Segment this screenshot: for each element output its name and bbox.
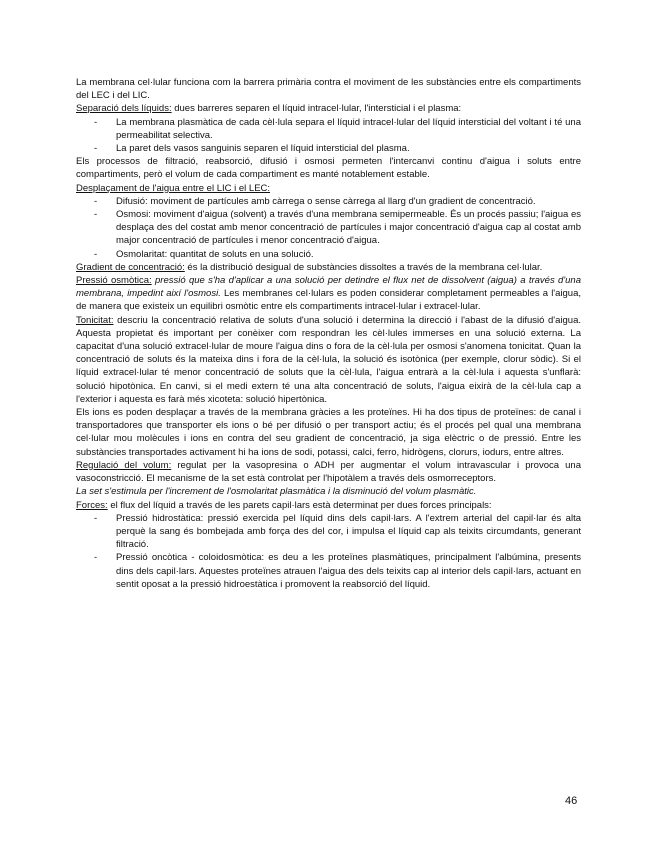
gradient-text: és la distribució desigual de substàncies dissoltes a través de la membrana cel·lular. <box>184 261 543 273</box>
desplacament-paragraph <box>76 182 581 195</box>
regulacio-heading: Regulació del volum: <box>76 459 172 471</box>
forces-heading: Forces: <box>76 499 108 511</box>
list-item: - Pressió oncòtica - coloidosmòtica: es deu a les proteïnes plasmàtiques, principalment l'albúmina, presents dins dels capil·lars. Aquestes proteïnes atrauen l'aigua des dels teixits cap al interior dels capil·lars, actuant en sentit oposat a la pressió hidroestàtica i promovent la reabsorció del líquid. <box>76 551 581 591</box>
desplacament-list <box>76 195 581 261</box>
separacio-text: dues barreres separen el líquid intracel·lular, l'intersticial i el plasma: <box>171 103 462 115</box>
pressio-osmotica-heading: Pressió osmòtica: <box>76 275 152 287</box>
forces-paragraph <box>76 499 581 512</box>
tonicitat-text: descriu la concentració relativa de soluts d'una solució i determina la direcció i l'abast de la difusió d'aigua. Aquesta propietat és important per conèixer com respondran les cèl·lules immerses en una solució externa. La capacitat d'una solució extracel·lular de moure l'aigua dins o fora de la cèl·lula per osmosi s'anomena tonicitat. Quan la concentració de soluts és la mateixa dins i fora de la cèl·lula, la solució és isotònica (per exemple, clorur sòdic). Si el líquid extracel·lular té menor concentració de soluts que la cèl·lula, l'aigua entrarà a la cèl·lula i aquesta s'unflarà: solució hipotònica. En canvi, si el medi extern té una alta concentració de soluts, l'aigua eixirà de la cèl·lula cap a l'exterior i aquesta es farà més xicoteta: solució hipertònica. <box>76 314 581 405</box>
desplacament-heading: Desplaçament de l'aigua entre el LIC i el LEC: <box>76 182 271 194</box>
intro-paragraph: La membrana cel·lular funciona com la barrera primària contra el moviment de les substàncies entre els compartiments del LEC i del LIC. <box>76 77 581 102</box>
regulacio-paragraph <box>76 459 581 485</box>
forces-text: el flux del líquid a través de les parets capil·lars està determinat per dues forces principals: <box>107 499 492 511</box>
regulacio-text: regulat per la vasopresina o ADH per augmentar el volum intravascular i provoca una vasoconstricció. El mecanisme de la set està controlat per l'hipotàlem a través dels osmorreceptors. <box>76 459 582 485</box>
pressio-osmotica-text: Les membranes cel·lulars es poden considerar completament permeables a l'aigua, de manera que existeix un equilibri osmòtic entre els compartiments intracel·lular i extracel·lular. <box>76 288 581 313</box>
gradient-paragraph <box>76 261 581 274</box>
separacio-heading: Separació dels líquids: <box>76 103 172 115</box>
gradient-heading: Gradient de concentració: <box>76 261 185 273</box>
pressio-osmotica-definition: pressió que s'ha d'aplicar a una solució per detindre el flux net de dissolvent (aigua) a través d'una membrana, impedint així l'osmosi. <box>76 275 581 300</box>
list-item: - Pressió hidrostàtica: pressió exercida pel líquid dins dels capil·lars. A l'extrem arterial del capil·lar és alta perquè la sang és bombejada amb força des del cor, i impulsa el líquid cap als teixits circumdants, generant filtració. <box>76 512 581 552</box>
forces-list <box>76 512 581 591</box>
list-item: - La paret dels vasos sanguinis separen el líquid intersticial del plasma. <box>76 142 581 155</box>
pressio-osmotica-paragraph <box>76 274 581 314</box>
list-item: - Osmosi: moviment d'aigua (solvent) a través d'una membrana semipermeable. És un procés passiu; l'aigua es desplaça des del costat amb menor concentració de partícules i major concentració d'aigua cap al costat amb major concentració de partícules i menor concentració d'aigua. <box>76 208 581 248</box>
list-item: - La membrana plasmàtica de cada cèl·lula separa el líquid intracel·lular del líquid intersticial del voltant i té una permeabilitat selectiva. <box>76 116 581 142</box>
regulacio-italic: La set s'estimula per l'increment de l'osmolaritat plasmàtica i la disminució del volum plasmàtic. <box>76 486 477 498</box>
tonicitat-paragraph <box>76 314 581 406</box>
document-page <box>76 76 581 591</box>
processos-paragraph: Els processos de filtració, reabsorció, difusió i osmosi permeten l'intercanvi continu d'aigua i soluts entre compartiments, però el volum de cada compartiment es manté notablement estable. <box>76 156 581 181</box>
list-item: - Osmolaritat: quantitat de soluts en una solució. <box>76 248 581 261</box>
list-item: - Difusió: moviment de partícules amb càrrega o sense càrrega al llarg d'un gradient de concentració. <box>76 195 581 208</box>
page-number: 46 <box>565 795 578 807</box>
separacio-paragraph <box>76 102 581 115</box>
tonicitat-heading: Tonicitat: <box>76 314 114 326</box>
separacio-list <box>76 116 581 156</box>
ions-paragraph: Els ions es poden desplaçar a través de la membrana gràcies a les proteïnes. Hi ha dos tipus de proteïnes: de canal i transportadores que transporter els ions o bé per difusió o per transport actiu; és el procés pel qual una membrana cel·lular mou molècules i ions en contra del seu gradient de concentració, ja siga elèctric o de pressió. Entre les substàncies transportades activament hi ha ions de sodi, potassi, calci, ferro, hidrògens, clorurs, iodurs, entre altres. <box>76 407 581 458</box>
